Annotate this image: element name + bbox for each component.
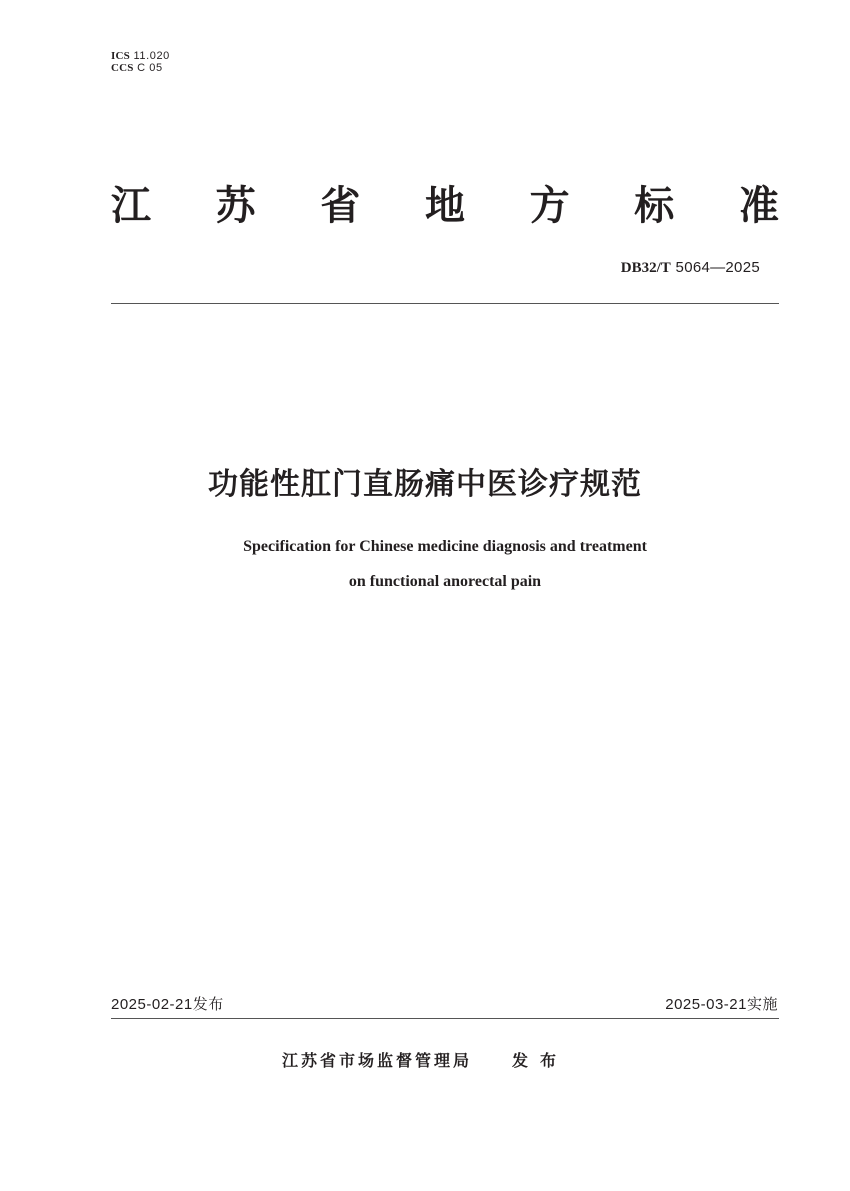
standard-number [621,258,760,277]
document-title: 功能性肛门直肠痛中医诊疗规范 [208,467,642,502]
footer-divider [111,1018,779,1019]
implementation-date [665,994,778,1015]
title-char: 方 [529,183,570,229]
publisher-organization: 江苏省市场监督管理局 [281,1051,472,1070]
issue-date-value: 2025-02-21 [111,996,193,1013]
title-char: 标 [634,183,675,229]
ccs-value: C 05 [137,62,163,74]
classification-codes [111,50,170,74]
title-char: 准 [738,183,779,229]
implementation-date-value: 2025-03-21 [665,996,747,1013]
standard-prefix: DB32/T [620,260,671,276]
ics-code [111,50,170,62]
english-title-line-2: on functional anorectal pain [348,573,542,590]
implementation-date-label: 实施 [746,995,778,1013]
ccs-label: CCS [111,62,134,74]
issue-date [111,994,224,1015]
title-char: 地 [424,183,465,229]
publisher-action: 发布 [512,1051,569,1070]
publisher [0,1050,850,1072]
issue-date-label: 发布 [192,995,224,1013]
standard-category-title [111,182,779,230]
ccs-code [111,62,170,74]
standard-code: 5064—2025 [675,259,760,276]
ics-label: ICS [111,50,130,62]
title-char: 苏 [215,183,256,229]
title-char: 江 [111,183,151,229]
ics-value: 11.020 [133,50,170,62]
english-title-line-1: Specification for Chinese medicine diagnosis and treatment [243,538,647,555]
title-char: 省 [320,183,361,229]
header-divider [111,303,779,304]
